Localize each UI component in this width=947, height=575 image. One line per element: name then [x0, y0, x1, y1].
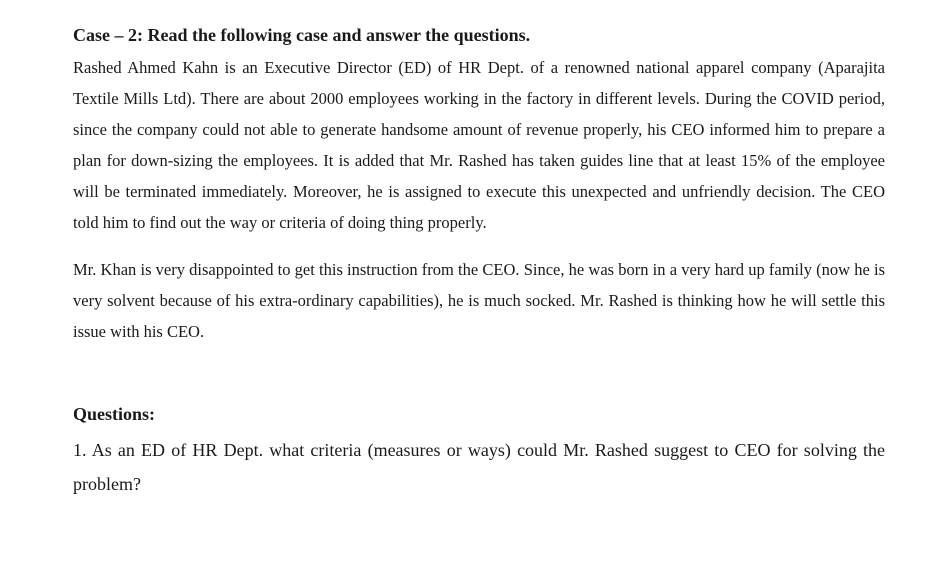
case-heading: Case – 2: Read the following case and answer the questions.	[73, 25, 531, 45]
document-page	[73, 22, 885, 501]
questions-heading: Questions:	[73, 404, 156, 424]
case-paragraph-2: Mr. Khan is very disappointed to get this instruction from the CEO. Since, he was born in a very hard up family (now he is very solvent because of his extra-ordinary capabilities), he is much socked. Mr. Rashed is thinking how he will settle this issue with his CEO.	[73, 260, 885, 341]
case-paragraph-1: Rashed Ahmed Kahn is an Executive Director (ED) of HR Dept. of a renowned national apparel company (Aparajita Textile Mills Ltd). There are about 2000 employees working in the factory in different levels. During the COVID period, since the company could not able to generate handsome amount of revenue properly, his CEO informed him to prepare a plan for down-sizing the employees. It is added that Mr. Rashed has taken guides line that at least 15% of the employee will be terminated immediately. Moreover, he is assigned to execute this unexpected and unfriendly decision. The CEO told him to find out the way or criteria of doing thing properly.	[73, 58, 885, 232]
question-1: 1. As an ED of HR Dept. what criteria (measures or ways) could Mr. Rashed suggest to CEO for solving the problem?	[73, 440, 885, 494]
